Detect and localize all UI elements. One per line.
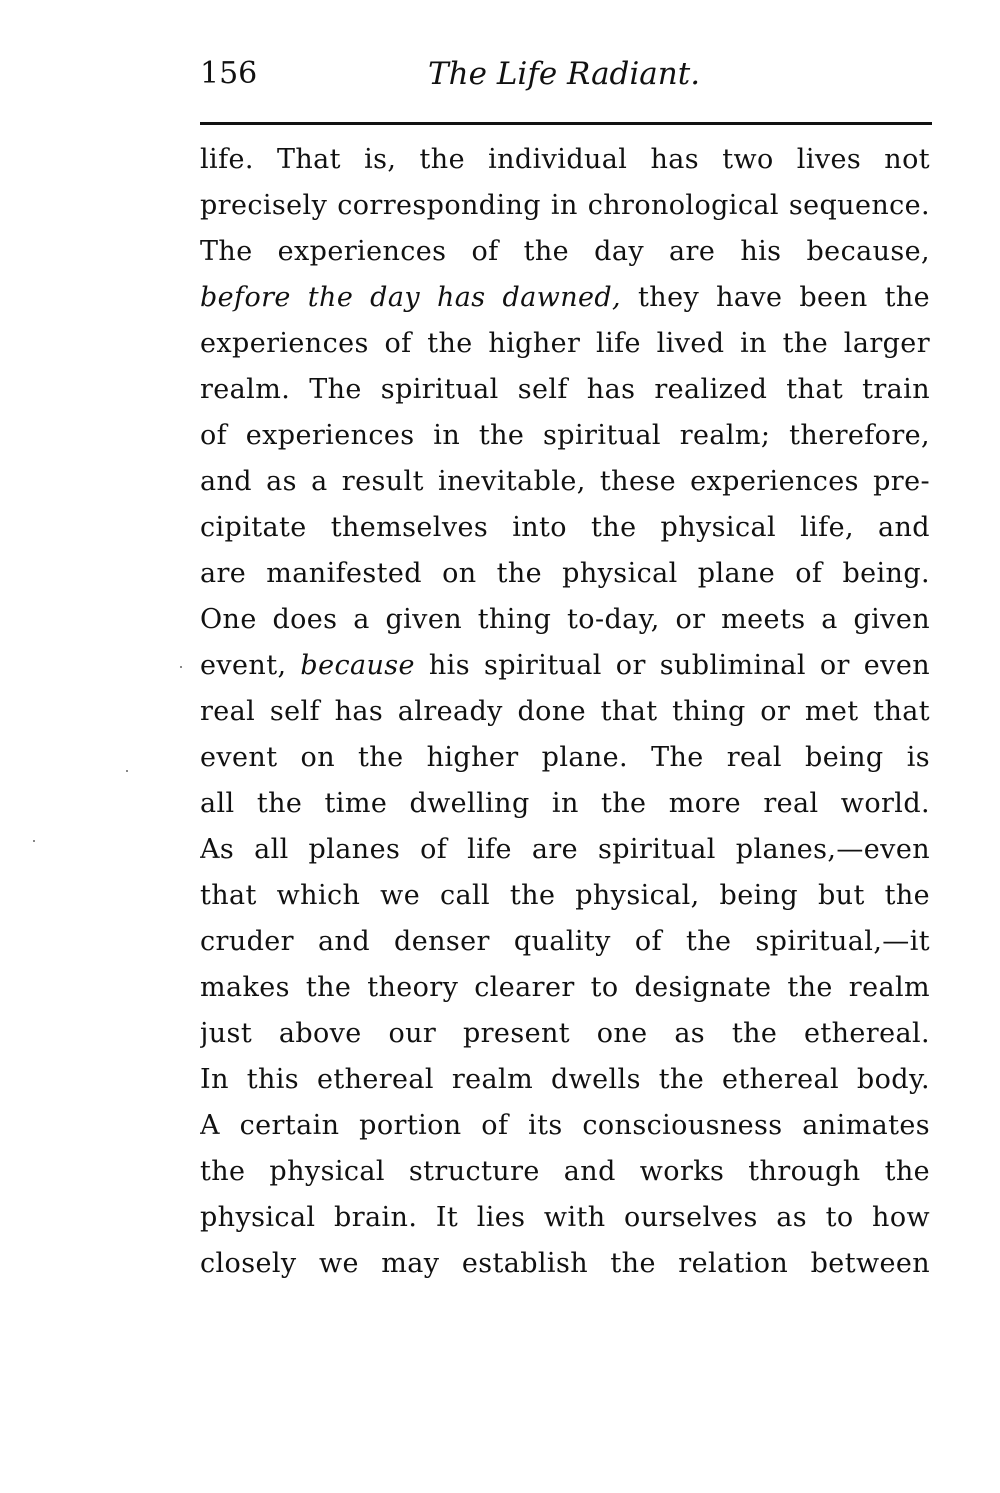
text-line: just above our present one as the ethereal.: [200, 1018, 930, 1049]
text-line: closely we may establish the relation between: [200, 1248, 930, 1279]
text-line: real self has already done that thing or met that: [200, 696, 930, 727]
text-line: all the time dwelling in the more real world.: [200, 788, 930, 819]
text-line: realm. The spiritual self has realized that train: [200, 374, 930, 405]
text-line: precisely corresponding in chronological sequence.: [200, 190, 930, 221]
text-line: before the day has dawned, they have been the: [200, 282, 930, 313]
paper-speck: [33, 840, 35, 842]
running-header: [200, 54, 930, 104]
text-line: the physical structure and works through the: [200, 1156, 930, 1187]
text-line: of experiences in the spiritual realm; therefore,: [200, 420, 930, 451]
text-line: The experiences of the day are his because,: [200, 236, 930, 267]
paper-speck: [180, 666, 182, 668]
running-title: The Life Radiant.: [428, 56, 701, 92]
text-line: event, because his spiritual or subliminal or even: [200, 650, 930, 681]
text-line: experiences of the higher life lived in the larger: [200, 328, 930, 359]
text-line: physical brain. It lies with ourselves as to how: [200, 1202, 930, 1233]
text-line: A certain portion of its consciousness animates: [200, 1110, 930, 1141]
text-line: In this ethereal realm dwells the ethereal body.: [200, 1064, 930, 1095]
italic-phrase: before the day has dawned,: [200, 282, 622, 313]
text-line: are manifested on the physical plane of being.: [200, 558, 930, 589]
text-line: One does a given thing to-day, or meets a given: [200, 604, 930, 635]
text-line: As all planes of life are spiritual planes,—even: [200, 834, 930, 865]
text-line: makes the theory clearer to designate the realm: [200, 972, 930, 1003]
paper-speck: [126, 770, 128, 772]
text-line: that which we call the physical, being but the: [200, 880, 930, 911]
text-line: cipitate themselves into the physical life, and: [200, 512, 930, 543]
page-number: 156: [200, 56, 258, 91]
text-line: event on the higher plane. The real being is: [200, 742, 930, 773]
italic-word: because: [300, 650, 415, 681]
body-text: [200, 137, 930, 1287]
text-line: and as a result inevitable, these experiences pre-: [200, 466, 930, 497]
header-rule: [200, 122, 932, 125]
text-line: life. That is, the individual has two lives not: [200, 144, 930, 175]
text-line: cruder and denser quality of the spiritual,—it: [200, 926, 930, 957]
